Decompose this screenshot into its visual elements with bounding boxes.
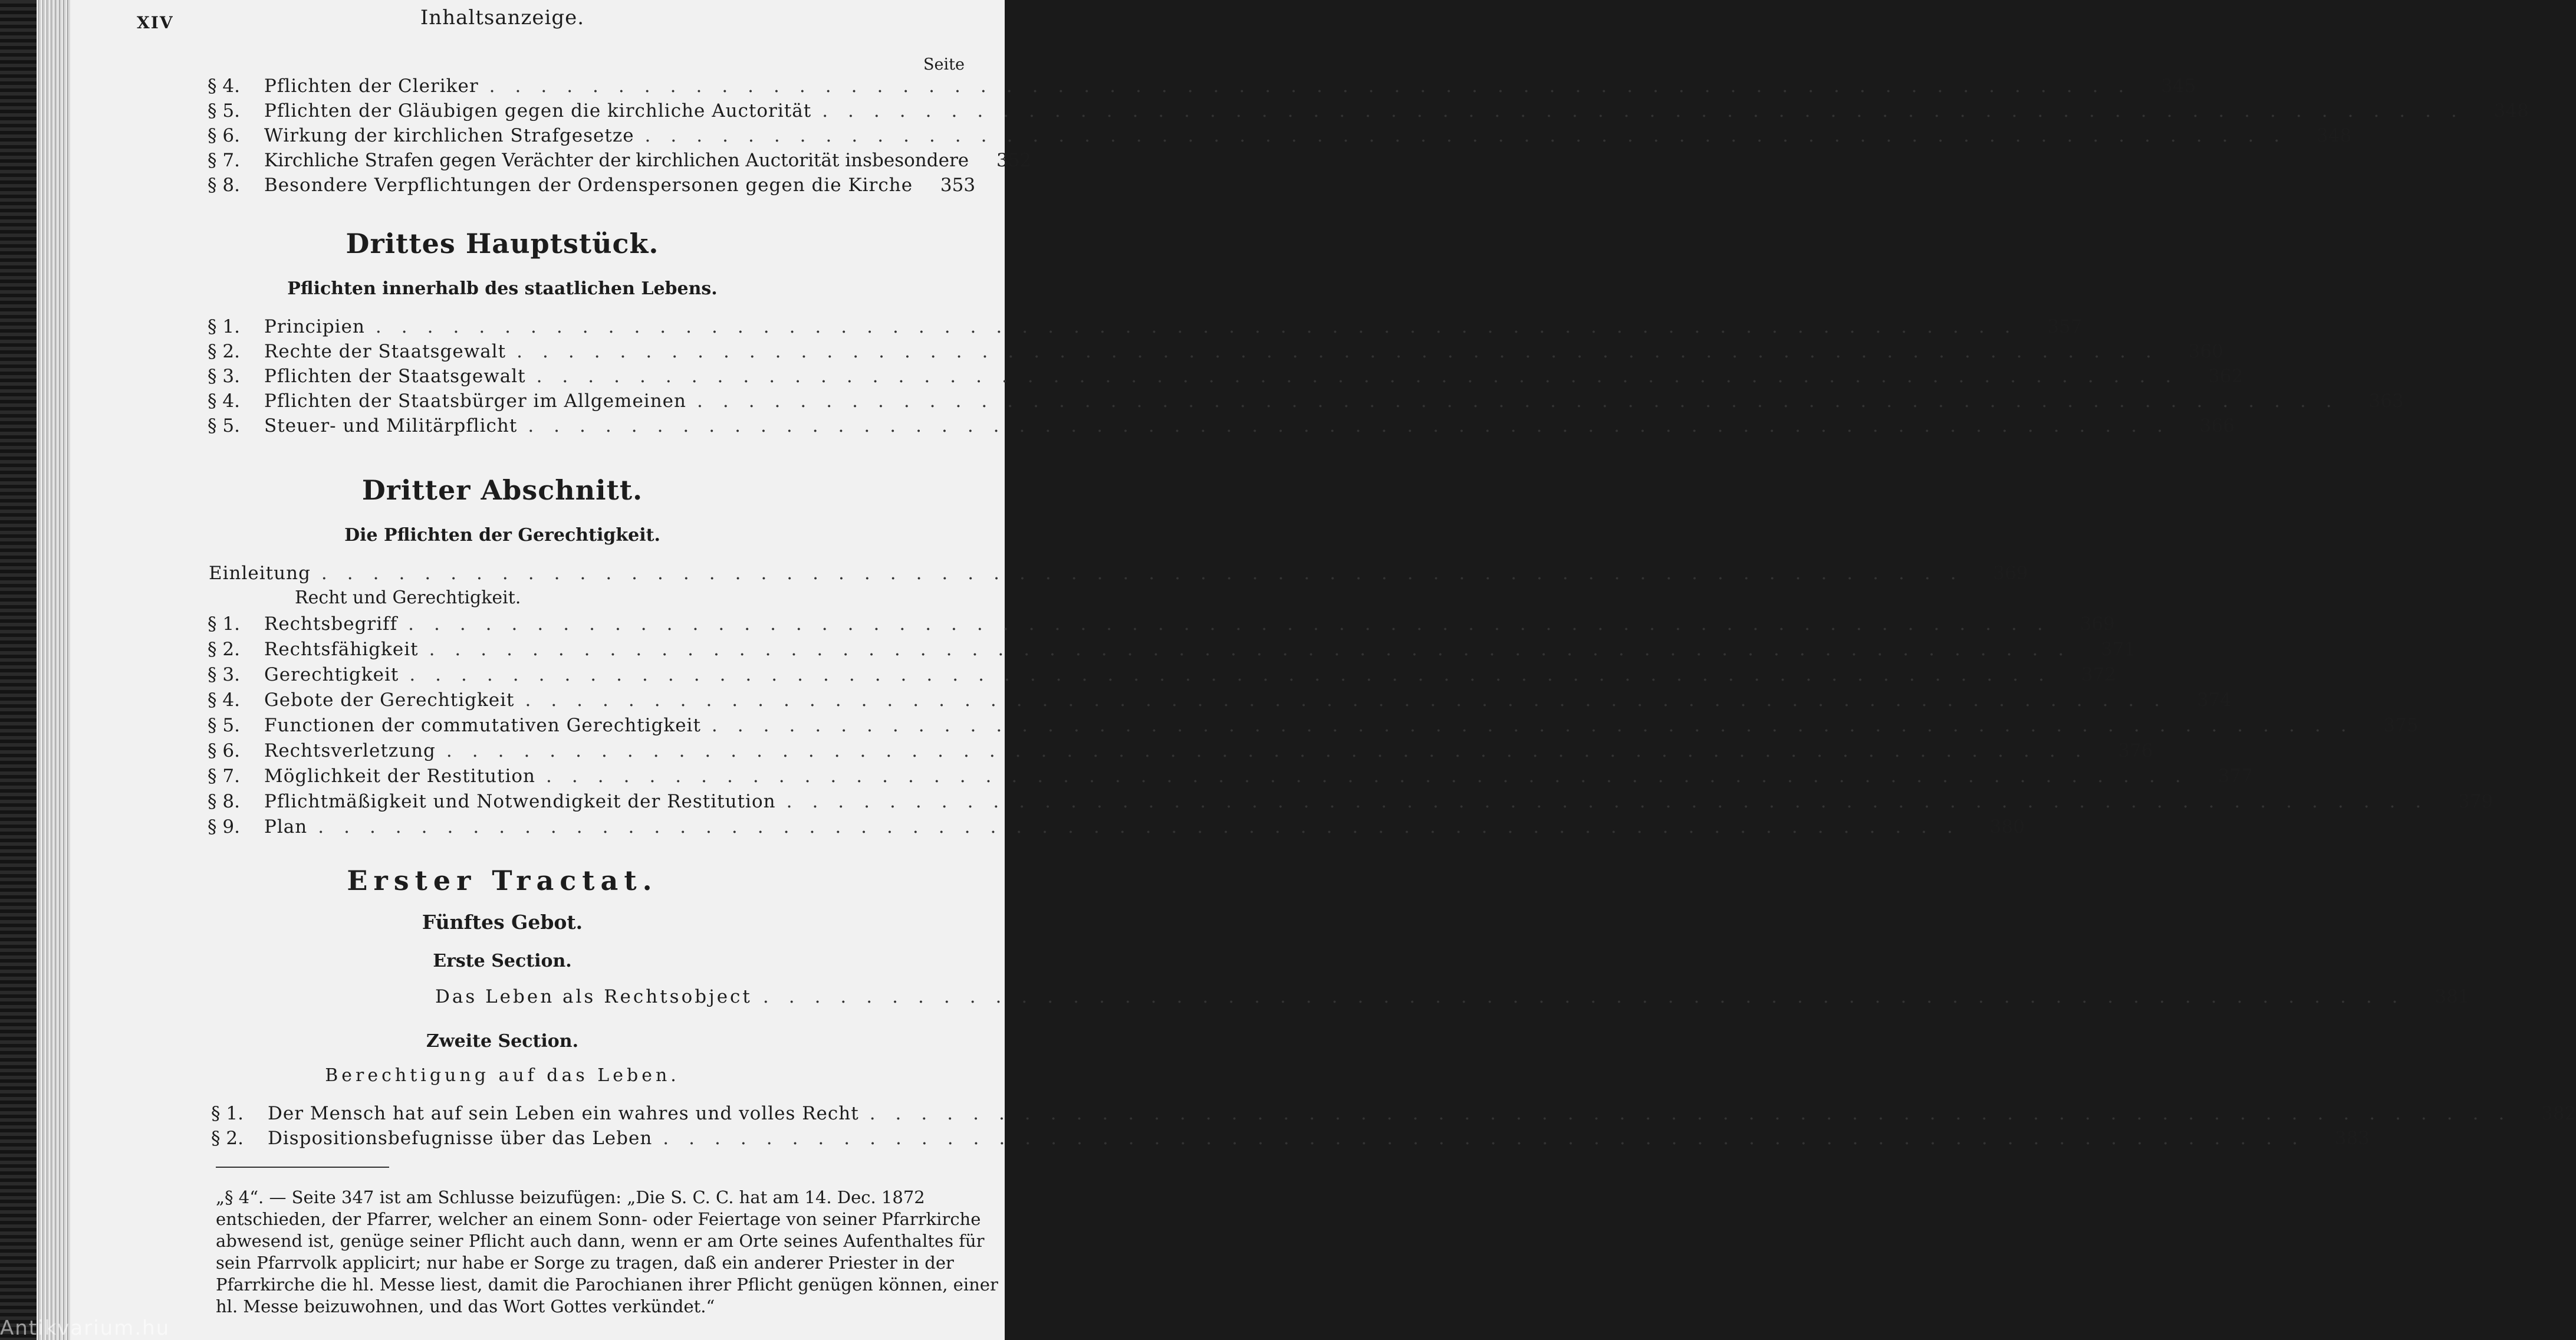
dot-leader: ................................................................	[429, 639, 2084, 660]
abschnitt-title: Dritter Abschnitt.	[361, 474, 643, 506]
dot-leader: ................................................................	[489, 75, 2144, 97]
toc-entry	[208, 415, 2235, 439]
page-number: 374	[2196, 689, 2232, 711]
section2-subtitle: Berechtigung auf das Leben.	[325, 1065, 680, 1086]
section-number: § 8.	[208, 791, 240, 812]
page-number: 353	[940, 175, 976, 196]
section-number: § 5.	[208, 100, 240, 121]
section-number: § 4.	[208, 390, 240, 412]
dot-leader: ................................................................	[409, 664, 2064, 685]
dot-leader: ................................................................	[546, 766, 2201, 787]
section-number: § 1.	[208, 613, 240, 635]
entry-title: Principien	[264, 316, 365, 337]
dot-leader: ................................................................	[762, 986, 2418, 1007]
section-number: § 7.	[208, 150, 240, 171]
entry-title: Das Leben als Rechtsobject	[435, 986, 752, 1007]
hauptstueck-subtitle: Pflichten innerhalb des staatlichen Lebens.	[287, 278, 718, 299]
entry-title: Wirkung der kirchlichen Strafgesetze	[264, 125, 634, 146]
tractat-title: Erster Tractat.	[347, 865, 658, 896]
toc-entry	[208, 100, 2529, 124]
entry-title: Pflichten der Staatsbürger im Allgemeinen	[264, 390, 686, 412]
dot-leader: ................................................................	[869, 1103, 2525, 1124]
entry-title: Steuer- und Militärpflicht	[264, 415, 518, 436]
entry-title: Pflichten der Gläubigen gegen die kirchliche Auctorität	[264, 100, 812, 121]
abschnitt-subtitle: Die Pflichten der Gerechtigkeit.	[344, 525, 660, 546]
section-number: § 6.	[208, 740, 240, 761]
page-number: 376	[2118, 740, 2153, 761]
page-number: 380	[1989, 816, 2025, 838]
book-binding	[0, 0, 37, 1340]
page-number: 369	[1993, 563, 2028, 584]
entry-title: Pflichten der Cleriker	[264, 75, 479, 97]
page-number: 383	[2334, 1128, 2370, 1149]
section-number: § 9.	[208, 816, 240, 838]
entry-title: Rechtsbegriff	[264, 613, 398, 635]
toc-entry	[208, 715, 2419, 738]
recht-subheading: Recht und Gerechtigkeit.	[295, 587, 521, 608]
page-number: 382	[2541, 1103, 2576, 1124]
dot-leader: ................................................................	[711, 715, 2367, 736]
toc-entry	[208, 740, 2153, 764]
hauptstueck-title: Drittes Hauptstück.	[346, 228, 659, 260]
section-number: § 2.	[208, 341, 240, 362]
toc-entry	[208, 75, 2196, 99]
section-number: § 5.	[208, 415, 240, 436]
page-number: 362	[2208, 366, 2243, 387]
toc-entry	[208, 689, 2232, 713]
section-number: § 6.	[208, 125, 240, 146]
toc-entry	[208, 613, 2115, 637]
toc-entry	[208, 766, 2253, 789]
toc-entry	[208, 175, 976, 198]
page-number: 357	[2047, 316, 2082, 337]
toc-entry	[208, 150, 1032, 173]
toc-entry	[208, 791, 2493, 814]
toc-entry	[208, 366, 2243, 389]
section-number: § 3.	[208, 664, 240, 685]
page-number: 379	[2458, 791, 2493, 812]
toc-entry	[208, 816, 2025, 840]
section-number: § 8.	[208, 175, 240, 196]
page-number: 360	[2188, 341, 2223, 362]
section-number: § 4.	[208, 75, 240, 97]
toc-entry	[208, 316, 2082, 340]
footnote	[216, 1187, 998, 1318]
page-number: 366	[2199, 415, 2235, 436]
footnote-line: hl. Messe beizuwohnen, und das Wort Gottes verkündet.“	[216, 1296, 715, 1316]
dot-leader: ................................................................	[525, 689, 2180, 711]
dot-leader: ................................................................	[697, 390, 2352, 412]
footnote-line: entschieden, der Pfarrer, welcher an einem Sonn- oder Feiertage von seiner Pfarrkirche	[216, 1209, 981, 1229]
page-number: 363	[2368, 390, 2404, 412]
page-edges	[37, 0, 71, 1340]
entry-title: Pflichten der Staatsgewalt	[264, 366, 526, 387]
dot-leader: ................................................................	[786, 791, 2442, 812]
section-number: § 3.	[208, 366, 240, 387]
watermark: Antikvarium.hu	[0, 1316, 170, 1340]
entry-title: Der Mensch hat auf sein Leben ein wahres und volles Recht	[268, 1103, 859, 1124]
entry-title: Rechtsfähigkeit	[264, 639, 419, 660]
toc-entry	[208, 390, 2404, 414]
entry-title: Einleitung	[209, 563, 311, 584]
toc-entry	[208, 341, 2223, 364]
footnote-rule	[216, 1167, 389, 1168]
page-number: 348	[2493, 100, 2529, 121]
page-number: 345	[2161, 75, 2196, 97]
page-number: 371	[2101, 639, 2136, 660]
entry-title: Gerechtigkeit	[264, 664, 399, 685]
toc-entry-section1	[435, 986, 2470, 1010]
running-head: Inhaltsanzeige.	[420, 6, 585, 29]
toc-entry	[208, 125, 2352, 149]
dot-leader: ................................................................	[528, 415, 2183, 436]
dot-leader: ................................................................	[516, 341, 2172, 362]
page-number: 372	[2081, 664, 2116, 685]
entry-title: Plan	[264, 816, 308, 838]
page-number: 377	[2218, 766, 2253, 787]
toc-entry-einleitung	[209, 563, 2028, 586]
section-number: § 1.	[208, 316, 240, 337]
entry-title: Pflichtmäßigkeit und Notwendigkeit der Restitution	[264, 791, 776, 812]
toc-entry	[208, 639, 2136, 662]
seite-column-label: Seite	[923, 55, 965, 74]
dot-leader: ................................................................	[644, 125, 2300, 146]
entry-title: Besondere Verpflichtungen der Ordenspersonen gegen die Kirche	[264, 175, 913, 196]
section-number: § 2.	[208, 639, 240, 660]
dot-leader: ................................................................	[375, 316, 2031, 337]
page-number: 369	[2080, 613, 2115, 635]
dot-leader: ................................................................	[446, 740, 2101, 761]
dot-leader: ................................................................	[321, 563, 1976, 584]
dot-leader: ................................................................	[536, 366, 2192, 387]
entry-title: Functionen der commutativen Gerechtigkeit	[264, 715, 701, 736]
footnote-line: sein Pfarrvolk applicirt; nur habe er Sorge zu tragen, daß ein anderer Priester in der	[216, 1253, 954, 1273]
entry-title: Gebote der Gerechtigkeit	[264, 689, 515, 711]
section2-title: Zweite Section.	[426, 1031, 579, 1052]
dot-leader: ................................................................	[408, 613, 2063, 635]
footnote-line: abwesend ist, genüge seiner Pflicht auch dann, wenn er am Orte seines Aufenthaltes für	[216, 1231, 985, 1251]
section-number: § 1.	[211, 1103, 244, 1124]
footnote-line: Pfarrkirche die hl. Messe liest, damit die Parochianen ihrer Pflicht genügen können, einer	[216, 1275, 998, 1295]
section-number: § 2.	[211, 1128, 244, 1149]
page-number: 352	[996, 150, 1032, 171]
dot-leader: ................................................................	[663, 1128, 2318, 1149]
entry-title: Rechtsverletzung	[264, 740, 436, 761]
page-folio: XIV	[137, 13, 174, 32]
entry-title: Dispositionsbefugnisse über das Leben	[268, 1128, 653, 1149]
section1-title: Erste Section.	[433, 951, 572, 971]
section-number: § 5.	[208, 715, 240, 736]
page-number: 348	[2317, 125, 2352, 146]
toc-entry	[208, 664, 2116, 688]
entry-title: Möglichkeit der Restitution	[264, 766, 536, 787]
toc-entry	[211, 1103, 2576, 1126]
toc-entry	[211, 1128, 2370, 1151]
gebot-title: Fünftes Gebot.	[422, 911, 583, 934]
dot-leader: ................................................................	[318, 816, 1973, 838]
page-number: 381	[2434, 986, 2470, 1007]
page-number: 375	[2383, 715, 2419, 736]
entry-title: Rechte der Staatsgewalt	[264, 341, 506, 362]
section-number: § 7.	[208, 766, 240, 787]
entry-title: Kirchliche Strafen gegen Verächter der kirchlichen Auctorität insbesondere	[264, 150, 969, 171]
footnote-line: „§ 4“. — Seite 347 ist am Schlusse beizufügen: „Die S. C. C. hat am 14. Dec. 1872	[216, 1187, 925, 1207]
dot-leader: ................................................................	[822, 100, 2477, 121]
section-number: § 4.	[208, 689, 240, 711]
